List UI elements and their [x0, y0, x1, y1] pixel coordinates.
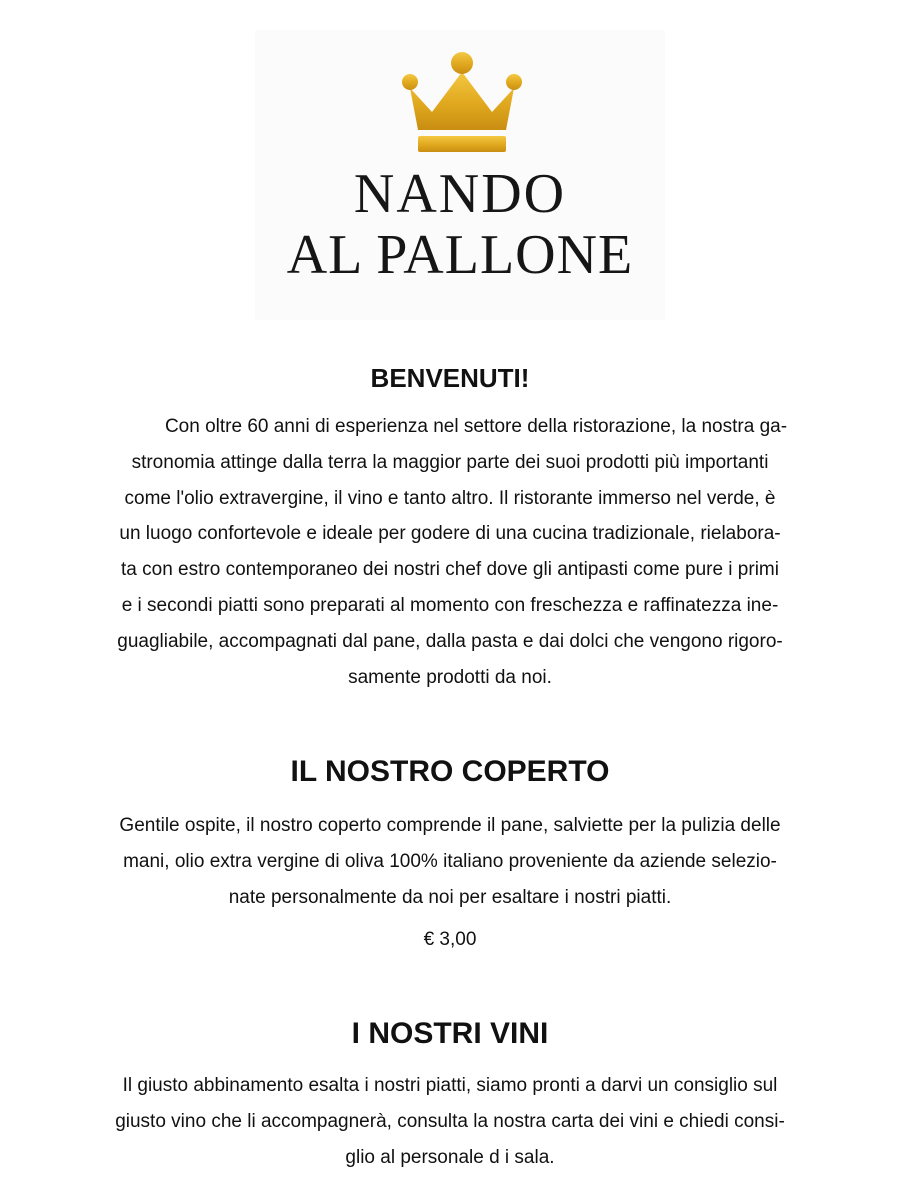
cover-charge-line: mani, olio extra vergine di oliva 100% italiano proveniente da aziende selezio- — [123, 850, 777, 872]
welcome-line: come l'olio extravergine, il vino e tanto altro. Il ristorante immerso nel verde, è — [124, 487, 776, 509]
wines-line: Il giusto abbinamento esalta i nostri piatti, siamo pronti a darvi un consiglio sul — [122, 1075, 778, 1096]
welcome-line: un luogo confortevole e ideale per godere di una cucina tradizionale, rielabora- — [119, 523, 781, 545]
welcome-line: Con oltre 60 anni di esperienza nel settore della ristorazione, la nostra ga- — [164, 416, 788, 437]
crown-icon — [400, 50, 524, 154]
welcome-line: samente prodotti da noi. — [348, 666, 552, 688]
logo-text-line-1: NANDO — [353, 163, 567, 225]
cover-charge-line: nate personalmente da noi per esaltare i nostri piatti. — [228, 886, 672, 908]
welcome-line: stronomia attinge dalla terra la maggior parte dei suoi prodotti più importanti — [131, 451, 769, 473]
restaurant-logo — [255, 30, 665, 320]
welcome-paragraph — [40, 409, 860, 695]
cover-charge-price: € 3,00 — [423, 929, 477, 950]
wines-line: glio al personale d i sala. — [345, 1146, 555, 1168]
cover-charge-line: Gentile ospite, il nostro coperto comprende il pane, salviette per la pulizia delle — [119, 815, 781, 836]
cover-charge-heading: IL NOSTRO COPERTO — [290, 755, 610, 788]
welcome-heading: BENVENUTI! — [370, 363, 530, 393]
logo-text-line-2: AL PALLONE — [286, 224, 634, 286]
welcome-line: e i secondi piatti sono preparati al momento con freschezza e raffinatezza ine- — [121, 594, 779, 616]
cover-charge-paragraph — [40, 808, 860, 915]
wines-paragraph — [40, 1068, 860, 1175]
wines-line: giusto vino che li accompagnerà, consulta la nostra carta dei vini e chiedi consi- — [115, 1110, 785, 1132]
welcome-line: guagliabile, accompagnati dal pane, dalla pasta e dai dolci che vengono rigoro- — [117, 630, 783, 652]
welcome-line: ta con estro contemporaneo dei nostri chef dove gli antipasti come pure i primi — [121, 559, 779, 581]
wines-heading: I NOSTRI VINI — [351, 1017, 549, 1050]
